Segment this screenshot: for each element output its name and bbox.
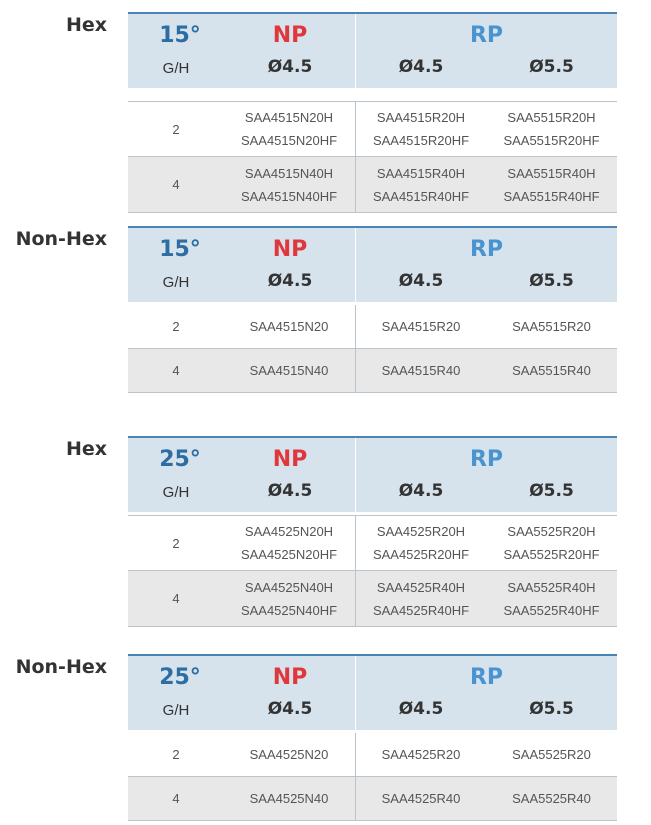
section-label: Non-Hex: [15, 228, 107, 250]
product-code: SAA4515R40: [381, 363, 461, 378]
rp-diameter-header: Ø4.5: [398, 699, 444, 719]
rp-diameter-header: Ø5.5: [529, 271, 574, 291]
product-code: SAA4525R20: [381, 747, 461, 762]
product-code: SAA5515R40H: [507, 165, 596, 181]
product-code: SAA5515R20: [512, 319, 591, 334]
product-table: [128, 226, 617, 393]
section-label: Hex: [65, 438, 107, 460]
table-row: [128, 305, 617, 349]
product-table: [128, 436, 617, 627]
np-code-cell: [228, 733, 350, 776]
table-row: [128, 571, 617, 627]
product-code: SAA4525N40H: [244, 579, 334, 595]
table-row: [128, 733, 617, 777]
rp55-code-cell: [486, 733, 617, 776]
np-header: NP: [272, 447, 308, 472]
rp45-code-cell: [356, 157, 486, 212]
rp-header: RP: [469, 665, 504, 690]
rp55-code-cell: [486, 349, 617, 392]
product-code: SAA5515R20H: [507, 110, 596, 125]
np-header: NP: [272, 665, 308, 690]
table-row: [128, 101, 617, 157]
gh-value: 2: [172, 121, 180, 137]
product-code: SAA4515R20H: [376, 110, 466, 125]
table-header: [128, 12, 617, 88]
gh-value: 4: [172, 791, 180, 806]
product-code: SAA4515N40H: [244, 165, 334, 181]
rp45-code-cell: [356, 305, 486, 348]
product-code: SAA5525R40HF: [503, 602, 600, 618]
rp45-code-cell: [356, 102, 486, 156]
np-diameter-header: Ø4.5: [267, 57, 313, 77]
rp55-code-cell: [486, 157, 617, 212]
np-code-cell: [228, 305, 350, 348]
angle-label: 15°: [159, 23, 201, 48]
gh-value: 2: [172, 747, 180, 762]
rp45-code-cell: [356, 733, 486, 776]
rp-header: RP: [469, 23, 504, 48]
product-code: SAA4515N40HF: [240, 188, 338, 204]
rp45-code-cell: [356, 777, 486, 820]
gh-value: 4: [172, 363, 180, 378]
product-table: [128, 654, 617, 821]
rp-header: RP: [469, 447, 504, 472]
table-header: [128, 226, 617, 302]
product-code: SAA4525N20H: [244, 524, 334, 539]
np-code-cell: [228, 349, 350, 392]
rp-diameter-header: Ø4.5: [398, 57, 444, 77]
product-code: SAA5525R20H: [507, 524, 596, 539]
gh-value: 2: [172, 319, 180, 334]
gh-value: 4: [172, 591, 180, 606]
product-code: SAA5515R40HF: [503, 188, 600, 204]
product-code: SAA4515N40: [249, 363, 329, 378]
product-code: SAA4515R20: [381, 319, 461, 334]
rp-diameter-header: Ø4.5: [398, 271, 444, 291]
rp55-code-cell: [486, 777, 617, 820]
np-header: NP: [272, 237, 308, 262]
gh-header: G/H: [162, 484, 190, 501]
rp-diameter-header: Ø5.5: [529, 57, 574, 77]
product-code: SAA4525N40HF: [240, 602, 338, 618]
rp55-code-cell: [486, 102, 617, 156]
np-diameter-header: Ø4.5: [267, 271, 313, 291]
table-row: [128, 777, 617, 821]
rp45-code-cell: [356, 571, 486, 626]
product-code: SAA5525R20HF: [503, 547, 600, 562]
product-code: SAA4525N20: [249, 747, 329, 762]
product-code: SAA4525R40: [381, 791, 461, 806]
angle-label: 15°: [159, 237, 201, 262]
product-code: SAA4515N20H: [244, 110, 334, 125]
np-code-cell: [228, 516, 350, 570]
rp-diameter-header: Ø5.5: [529, 481, 574, 501]
product-code: SAA4515N20HF: [240, 133, 338, 148]
section-label: Hex: [65, 14, 107, 36]
product-code: SAA4515R40H: [376, 165, 466, 181]
gh-value: 4: [172, 177, 180, 192]
np-code-cell: [228, 102, 350, 156]
product-code: SAA4525R40HF: [372, 602, 470, 618]
product-code: SAA4525N40: [249, 791, 329, 806]
product-code: SAA4525R20HF: [372, 547, 470, 562]
table-row: [128, 157, 617, 213]
product-code: SAA5525R40H: [507, 579, 596, 595]
np-diameter-header: Ø4.5: [267, 481, 313, 501]
rp45-code-cell: [356, 516, 486, 570]
rp-diameter-header: Ø4.5: [398, 481, 444, 501]
gh-header: G/H: [162, 60, 190, 77]
product-code: SAA5525R20: [512, 747, 591, 762]
gh-header: G/H: [162, 702, 190, 719]
rp55-code-cell: [486, 516, 617, 570]
gh-header: G/H: [162, 274, 190, 291]
rp45-code-cell: [356, 349, 486, 392]
np-diameter-header: Ø4.5: [267, 699, 313, 719]
section-label: Non-Hex: [15, 656, 107, 678]
table-header: [128, 436, 617, 512]
product-code: SAA5515R20HF: [503, 133, 600, 148]
np-code-cell: [228, 157, 350, 212]
product-code: SAA4525R20H: [376, 524, 466, 539]
product-code: SAA5515R40: [512, 363, 591, 378]
angle-label: 25°: [159, 447, 201, 472]
gh-value: 2: [172, 535, 180, 551]
product-code: SAA4525R40H: [376, 579, 466, 595]
product-code: SAA5525R40: [512, 791, 591, 806]
rp55-code-cell: [486, 305, 617, 348]
table-header: [128, 654, 617, 730]
product-table: [128, 12, 617, 213]
product-code: SAA4515N20: [249, 319, 329, 334]
table-row: [128, 349, 617, 393]
product-code: SAA4525N20HF: [240, 547, 338, 562]
product-code: SAA4515R20HF: [372, 133, 470, 148]
rp55-code-cell: [486, 571, 617, 626]
rp-header: RP: [469, 237, 504, 262]
np-header: NP: [272, 23, 308, 48]
product-code: SAA4515R40HF: [372, 188, 470, 204]
np-code-cell: [228, 777, 350, 820]
table-row: [128, 515, 617, 571]
rp-diameter-header: Ø5.5: [529, 699, 574, 719]
angle-label: 25°: [159, 665, 201, 690]
np-code-cell: [228, 571, 350, 626]
